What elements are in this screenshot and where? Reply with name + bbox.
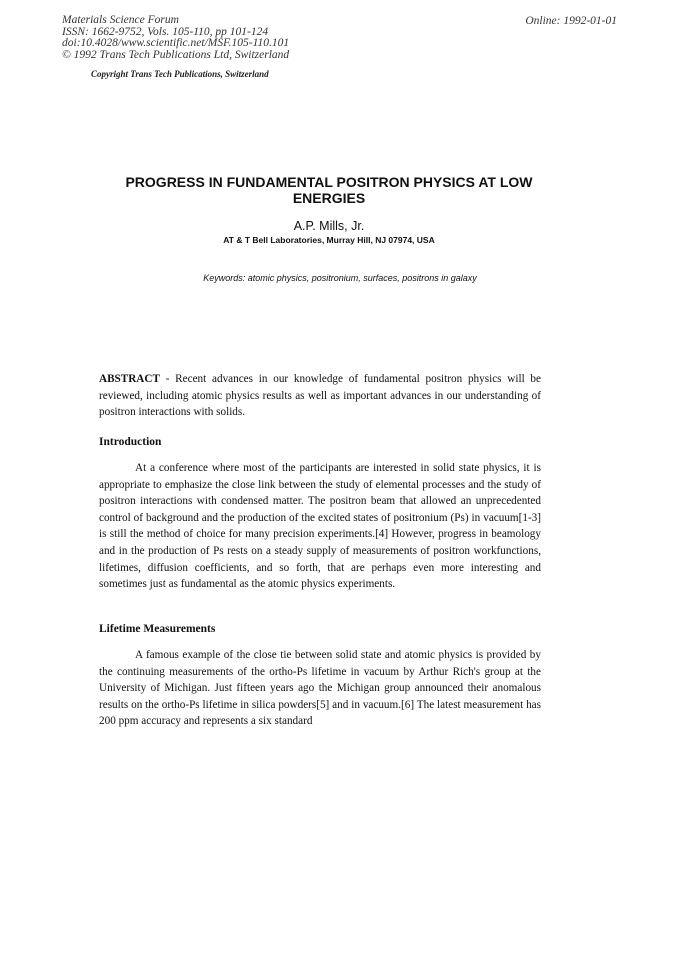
online-date: Online: 1992-01-01 <box>525 15 617 27</box>
journal-header <box>62 15 289 61</box>
abstract <box>99 371 541 421</box>
introduction-paragraph: At a conference where most of the participants are interested in solid state physics, it is appropriate to emphasize the close link between the study of elemental processes and the study of positron interactions with condensed matter. The positron beam that allowed an unprecedented control of background and the production of the excited states of positronium (Ps) in vacuum[1-3] is still the method of choice for many precision experiments.[4] However, progress in beamology and in the production of Ps rests on a steady supply of measurements of positron workfunctions, lifetimes, diffusion coefficients, and so forth, that are perhaps even more interesting and sometimes just as fundamental as the atomic physics experiments. <box>99 462 541 591</box>
abstract-label: ABSTRACT <box>99 373 160 385</box>
keywords: Keywords: atomic physics, positronium, surfaces, positrons in galaxy <box>203 273 477 283</box>
doi-link[interactable]: doi:10.4028/www.scientific.net/MSF.105-110.101 <box>62 37 290 50</box>
issn-line: ISSN: 1662-9752, Vols. 105-110, pp 101-124 <box>62 25 269 38</box>
author-name: A.P. Mills, Jr. <box>293 219 365 233</box>
section-heading-lifetime: Lifetime Measurements <box>99 623 216 635</box>
paper-title <box>90 174 568 206</box>
lifetime-paragraph: A famous example of the close tie between solid state and atomic physics is provided by the continuing measurements of the ortho-Ps lifetime in vacuum by Arthur Rich's group at the University of Michigan. Just fifteen years ago the Michigan group announced their anomalous results on the ortho-Ps lifetime in silica powders[5] and in vacuum.[6] The latest measurement has 200 ppm accuracy and represents a six standard <box>99 649 541 728</box>
publisher-copyright: © 1992 Trans Tech Publications Ltd, Switzerland <box>62 48 290 61</box>
author-affiliation: AT & T Bell Laboratories, Murray Hill, NJ 07974, USA <box>223 235 435 245</box>
abstract-text: - Recent advances in our knowledge of fundamental positron physics will be reviewed, including atomic physics results as well as important advances in our understanding of positron interactions with solids. <box>99 373 541 419</box>
section-heading-introduction: Introduction <box>99 436 162 448</box>
title-line-1: PROGRESS IN FUNDAMENTAL POSITRON PHYSICS AT LOW <box>125 174 533 190</box>
copyright-notice: Copyright Trans Tech Publications, Switzerland <box>91 69 269 79</box>
title-line-2: ENERGIES <box>292 190 366 206</box>
journal-name: Materials Science Forum <box>62 14 179 26</box>
